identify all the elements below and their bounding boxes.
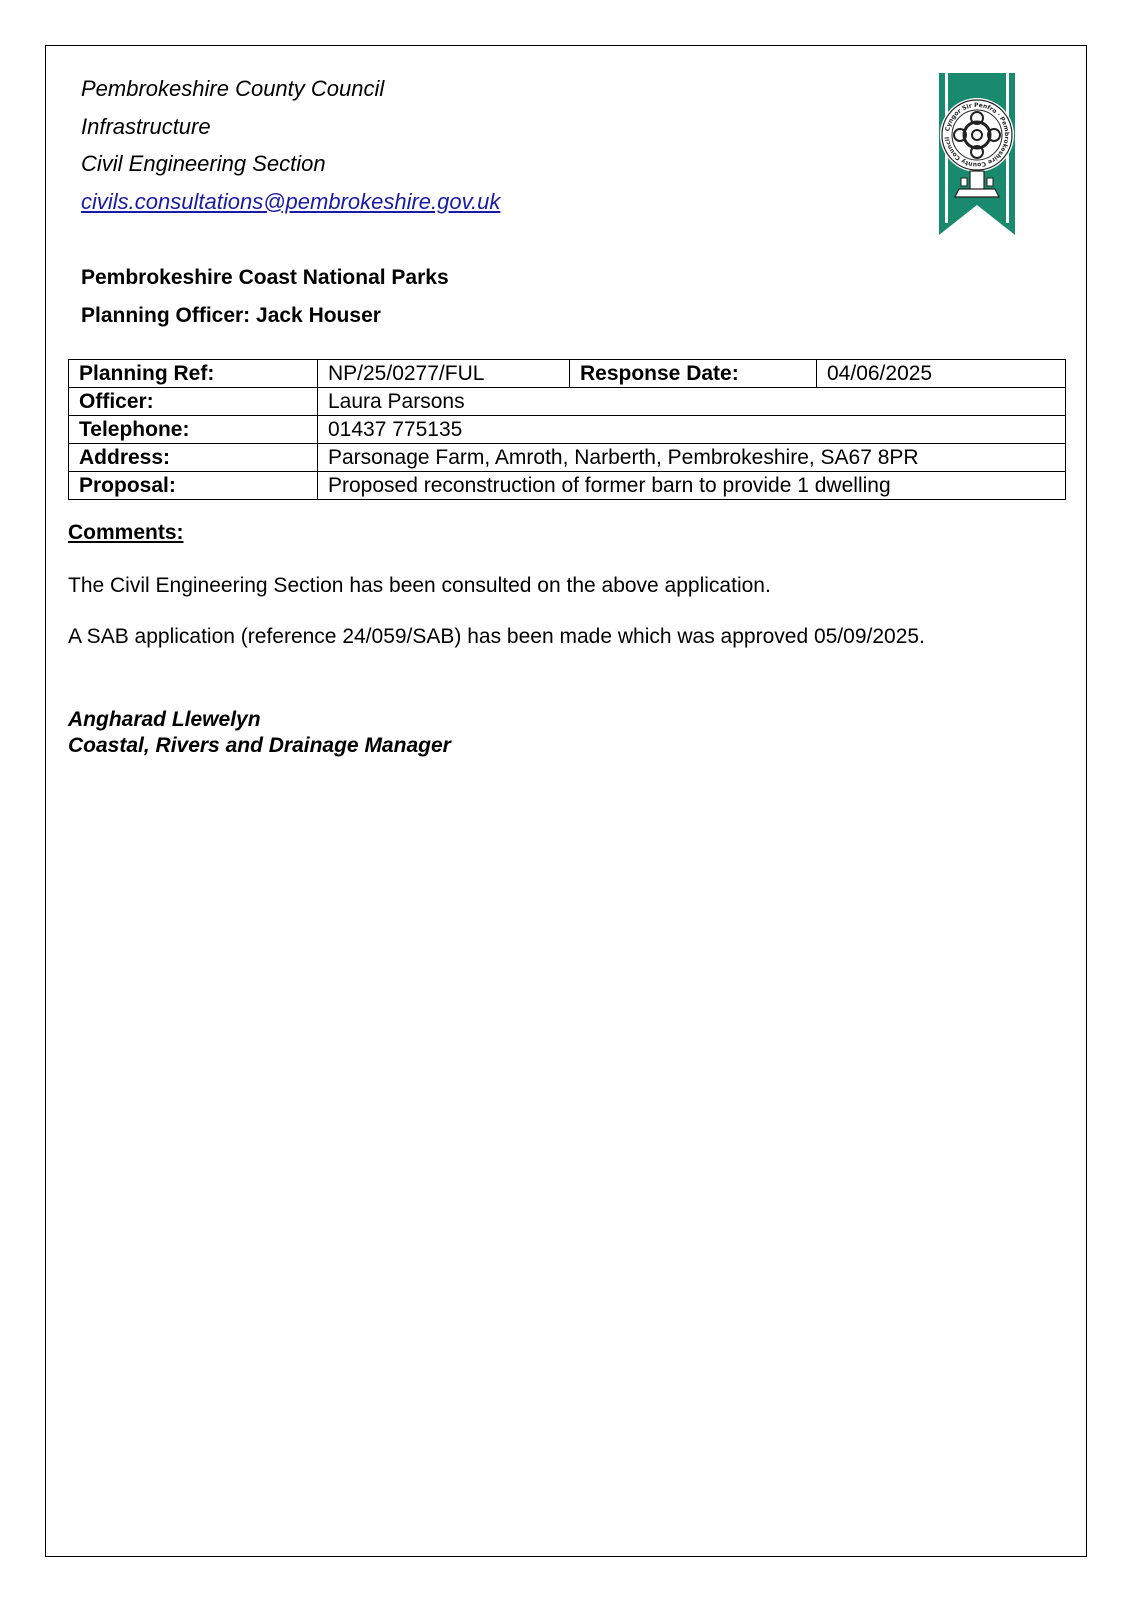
signatory-name: Angharad Llewelyn <box>68 708 261 731</box>
signature-block <box>68 707 451 759</box>
proposal-label: Proposal: <box>69 472 318 500</box>
table-row <box>69 472 1066 500</box>
table-row <box>69 388 1066 416</box>
telephone-value: 01437 775135 <box>318 416 1066 444</box>
comment-paragraph-2: A SAB application (reference 24/059/SAB) has been made which was approved 05/09/2025. <box>68 625 925 648</box>
sender-email-link[interactable]: civils.consultations@pembrokeshire.gov.uk <box>81 188 501 214</box>
table-row <box>69 360 1066 388</box>
recipient-org: Pembrokeshire Coast National Parks <box>81 266 449 289</box>
sender-dept: Infrastructure <box>81 113 211 139</box>
officer-value: Laura Parsons <box>318 388 1066 416</box>
application-info-table <box>68 359 1066 500</box>
sender-block <box>81 70 500 220</box>
sender-org: Pembrokeshire County Council <box>81 76 385 101</box>
response-date-label: Response Date: <box>570 360 817 388</box>
proposal-value: Proposed reconstruction of former barn to provide 1 dwelling <box>318 472 1066 500</box>
comments-heading: Comments: <box>68 521 184 544</box>
address-label: Address: <box>69 444 318 472</box>
address-value: Parsonage Farm, Amroth, Narberth, Pembrokeshire, SA67 8PR <box>318 444 1066 472</box>
response-date-value: 04/06/2025 <box>817 360 1066 388</box>
table-row <box>69 416 1066 444</box>
comment-paragraph-1: The Civil Engineering Section has been consulted on the above application. <box>68 574 771 597</box>
telephone-label: Telephone: <box>69 416 318 444</box>
planning-ref-value: NP/25/0277/FUL <box>318 360 570 388</box>
table-row <box>69 444 1066 472</box>
svg-text:Cyngor Sir Penfro · Pembrokesh: Cyngor Sir Penfro · Pembrokeshire County Council <box>944 101 1011 169</box>
sender-section: Civil Engineering Section <box>81 151 326 176</box>
council-crest-logo <box>937 73 1017 237</box>
officer-label: Officer: <box>69 388 318 416</box>
recipient-officer: Planning Officer: Jack Houser <box>81 304 381 327</box>
planning-ref-label: Planning Ref: <box>69 360 318 388</box>
signatory-title: Coastal, Rivers and Drainage Manager <box>68 734 451 757</box>
recipient-block <box>81 259 449 335</box>
